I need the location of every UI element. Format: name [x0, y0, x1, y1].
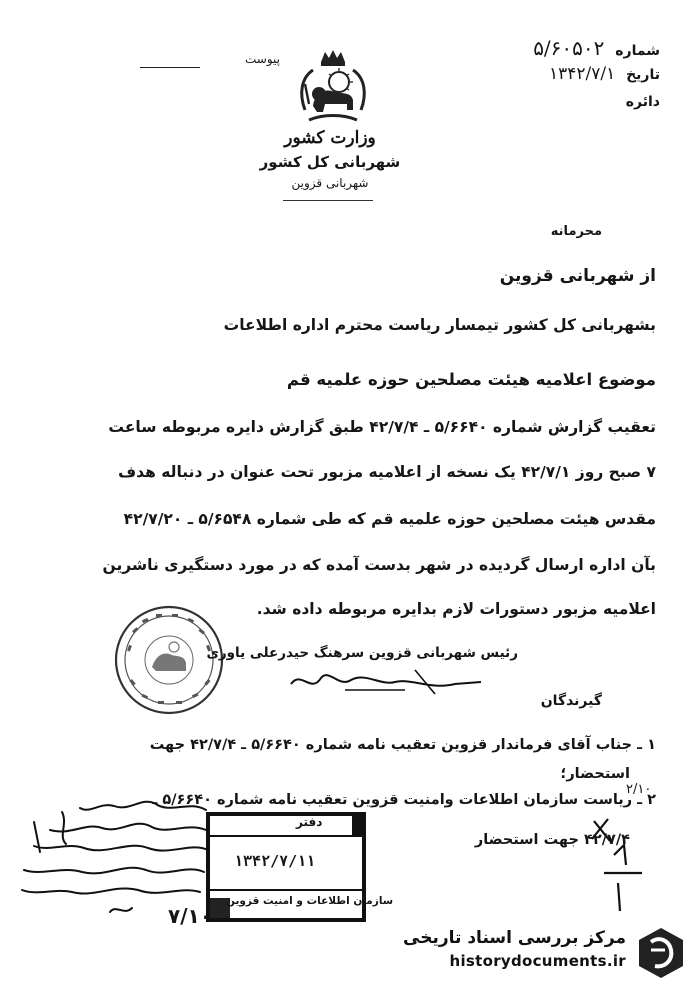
watermark-site: historydocuments.ir	[449, 952, 626, 970]
ministry-name: وزارت کشور	[284, 128, 376, 148]
lion-and-sun-emblem-icon	[295, 48, 371, 128]
number-label: شماره	[615, 43, 660, 59]
department-name: شهربانی کل کشور	[259, 153, 401, 171]
recipients-heading: گیرندگان	[540, 693, 602, 709]
stamp-title: دفتر	[296, 815, 323, 829]
enclosure-label: پیوست	[245, 52, 280, 66]
recipient-line: استحضار؛	[560, 766, 630, 782]
margin-note: ۲/۱۰	[626, 782, 652, 797]
stamp-date: ۱۳۴۲/۷/۱۱	[234, 852, 316, 870]
body-line: اعلامیه مزبور دستورات لازم بدایره مربوطه داده شد.	[256, 600, 656, 618]
recipient-line: ۴۲/۷/۴ جهت استحضار	[474, 832, 630, 848]
date-label: تاریخ	[626, 67, 660, 83]
to-line: بشهربانی کل کشور تیمسار ریاست محترم اداره اطلاعات	[223, 316, 656, 334]
stamp-org: سازمان اطلاعات و امنیت قزوین	[226, 895, 394, 907]
body-line: بآن اداره ارسال گردیده در شهر بدست آمده که در مورد دستگیری ناشرین	[102, 556, 656, 574]
letter-number	[533, 36, 660, 60]
letter-office	[626, 94, 660, 110]
branch-underline	[283, 200, 373, 201]
recipient-line: ۲ ـ ریاست سازمان اطلاعات وامنیت قزوین تعقیب نامه شماره ۵/۶۶۴۰ ـ	[152, 792, 656, 808]
office-label: دائره	[625, 94, 660, 110]
enclosure-field	[140, 52, 280, 72]
signatory-line: رئیس شهربانی قزوین سرهنگ حیدرعلی یاوری	[206, 645, 518, 661]
enclosure-blank	[140, 67, 200, 68]
margin-check-mark-icon	[584, 815, 644, 915]
handwritten-numeral: ۷/۱۰	[168, 904, 212, 928]
body-line: مقدس هیئت مصلحین حوزه علمیه قم که طی شماره ۵/۶۵۴۸ ـ ۴۲/۷/۲۰	[123, 510, 656, 528]
from-line: از شهربانی قزوین	[499, 266, 656, 286]
subject-line: موضوع اعلامیه هیئت مصلحین حوزه علمیه قم	[286, 370, 656, 389]
body-line: تعقیب گزارش شماره ۵/۶۶۴۰ ـ ۴۲/۷/۴ طبق گزارش دایره مربوطه ساعت	[108, 418, 656, 436]
handwritten-signature-icon	[285, 660, 485, 700]
classification-label: محرمانه	[550, 224, 602, 239]
body-line: ۷ صبح روز ۴۲/۷/۱ یک نسخه از اعلامیه مزبور تحت عنوان در دنباله هدف	[118, 463, 656, 481]
branch-name: شهربانی قزوین	[291, 176, 369, 190]
letter-date	[549, 64, 660, 84]
recipient-line: ۱ ـ جناب آقای فرماندار قزوین تعقیب نامه شماره ۵/۶۶۴۰ ـ ۴۲/۷/۴ جهت	[149, 737, 656, 753]
watermark-org: مرکز بررسی اسناد تاریخی	[403, 928, 626, 948]
date-value: ۱۳۴۲/۷/۱	[548, 64, 616, 84]
number-value: ۵/۶۰۵۰۲	[533, 36, 605, 60]
